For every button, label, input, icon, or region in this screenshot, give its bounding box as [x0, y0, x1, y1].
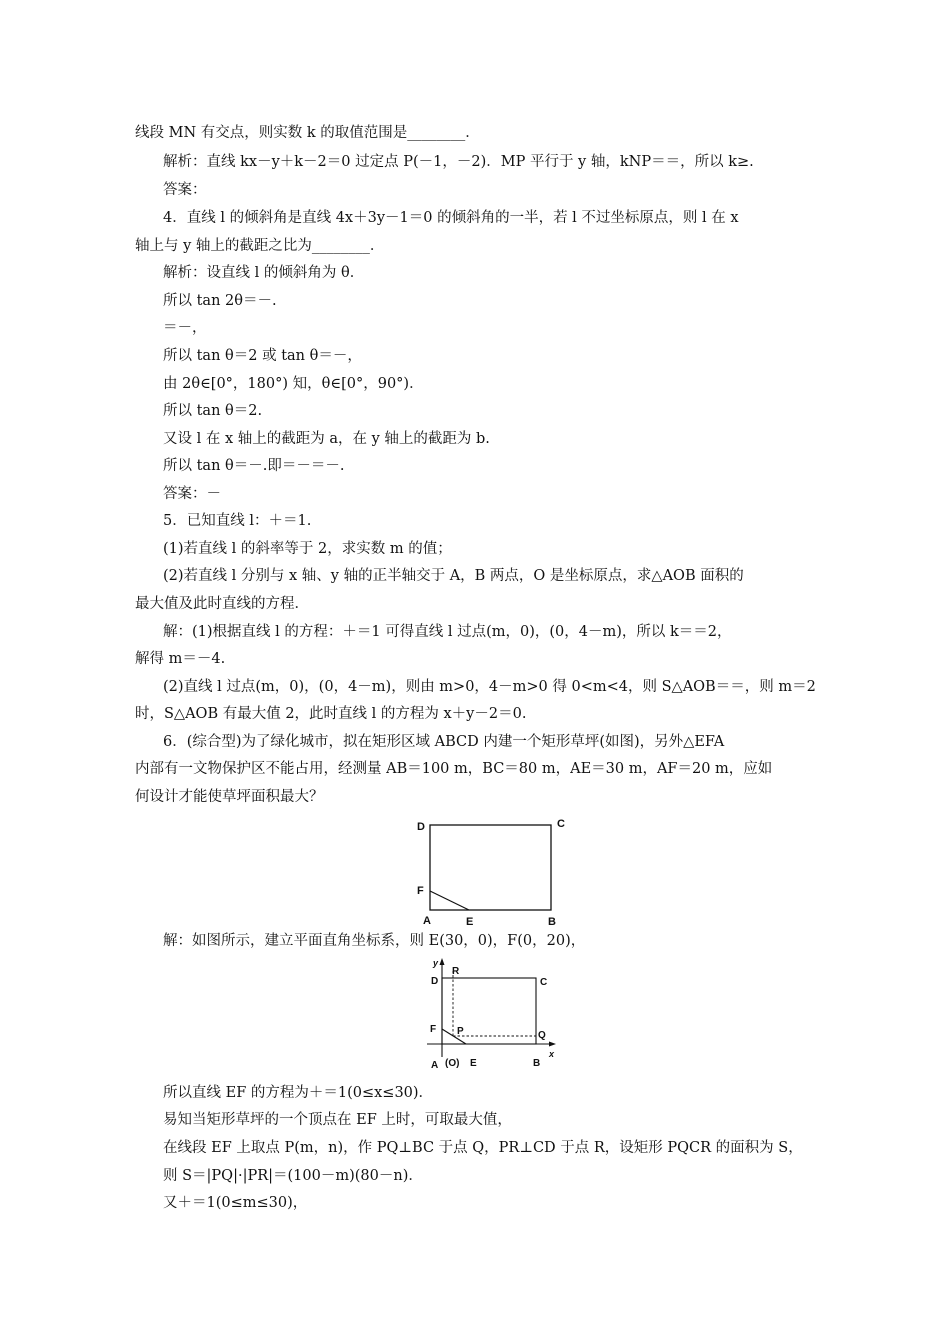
label-a: A — [431, 1060, 439, 1071]
text-line: 4．直线 l 的倾斜角是直线 4x＋3y－1＝0 的倾斜角的一半，若 l 不过坐标原点，则 l 在 x — [163, 210, 739, 226]
text-line: 解得 m＝－4. — [135, 651, 226, 667]
label-r: R — [452, 966, 460, 977]
segment-ef — [430, 891, 469, 910]
label-c: C — [557, 818, 565, 830]
rectangle-abcd — [430, 825, 551, 910]
text-line: 又＋＝1(0≤m≤30)， — [163, 1195, 308, 1211]
label-d: D — [417, 821, 425, 833]
text-line: 6．(综合型)为了绿化城市，拟在矩形区域 ABCD 内建一个矩形草坪(如图)，另外△EFA — [163, 734, 725, 750]
text-line: 由 2θ∈[0°，180°) 知，θ∈[0°，90°)． — [163, 376, 424, 392]
text-line: 所以 tan 2θ＝－. — [163, 293, 277, 309]
label-f: F — [430, 1024, 437, 1035]
text-line: 解：如图所示，建立平面直角坐标系，则 E(30，0)，F(0，20)， — [163, 933, 586, 949]
text-line: 所以 tan θ＝2 或 tan θ＝－， — [163, 348, 362, 364]
text-line: 内部有一文物保护区不能占用，经测量 AB＝100 m，BC＝80 m，AE＝30 m，AF＝20 m，应如 — [135, 761, 773, 777]
text-line: 时，S△AOB 有最大值 2，此时直线 l 的方程为 x＋y－2＝0. — [135, 706, 527, 722]
label-f: F — [417, 885, 424, 897]
text-line: 则 S＝|PQ|·|PR|＝(100－m)(80－n)． — [163, 1168, 423, 1184]
label-d: D — [431, 976, 439, 987]
text-line: 易知当矩形草坪的一个顶点在 EF 上时，可取最大值， — [163, 1112, 512, 1128]
label-e: E — [470, 1058, 477, 1069]
label-a: A — [423, 915, 431, 927]
label-q: Q — [538, 1030, 546, 1041]
text-line: 5．已知直线 l：＋＝1. — [163, 513, 312, 529]
label-c: C — [540, 977, 548, 988]
text-line: 在线段 EF 上取点 P(m，n)，作 PQ⊥BC 于点 Q，PR⊥CD 于点 R，设矩形 PQCR 的面积为 S， — [163, 1140, 803, 1156]
text-line: 所以 tan θ＝－.即＝－＝－. — [163, 458, 345, 474]
label-o: (O) — [445, 1058, 460, 1069]
text-line: 又设 l 在 x 轴上的截距为 a，在 y 轴上的截距为 b. — [163, 431, 490, 447]
text-line: (2)若直线 l 分别与 x 轴、y 轴的正半轴交于 A，B 两点，O 是坐标原点，求△AOB 面积的 — [163, 568, 744, 584]
text-line: 答案： — [163, 182, 207, 198]
text-line: (1)若直线 l 的斜率等于 2，求实数 m 的值； — [163, 541, 452, 557]
label-p: P — [457, 1026, 464, 1037]
text-line: ＝－， — [163, 320, 207, 336]
figure-rectangle-abcd — [405, 812, 575, 930]
label-b: B — [548, 916, 556, 928]
text-line: 何设计才能使草坪面积最大？ — [135, 789, 324, 805]
label-y: y — [433, 958, 439, 968]
x-axis-arrow-icon — [549, 1042, 556, 1047]
text-line: 线段 MN 有交点，则实数 k 的取值范围是________． — [135, 125, 480, 141]
figure-coordinate-system — [415, 954, 565, 1074]
text-line: (2)直线 l 过点(m，0)，(0，4－m)，则由 m>0，4－m>0 得 0<m<4，则 S△AOB＝＝，则 m＝2 — [163, 679, 816, 695]
y-axis-arrow-icon — [440, 958, 445, 965]
label-e: E — [466, 916, 474, 928]
text-line: 解析：设直线 l 的倾斜角为 θ． — [163, 265, 365, 281]
label-x: x — [549, 1049, 555, 1059]
text-line: 解：(1)根据直线 l 的方程：＋＝1 可得直线 l 过点(m，0)，(0，4－m)，所以 k＝＝2， — [163, 624, 732, 640]
text-line: 解析：直线 kx－y＋k－2＝0 过定点 P(－1，－2)．MP 平行于 y 轴，kNP＝＝，所以 k≥. — [163, 154, 754, 170]
text-line: 所以直线 EF 的方程为＋＝1(0≤x≤30)． — [163, 1085, 434, 1101]
text-line: 答案：－ — [163, 486, 221, 502]
text-line: 最大值及此时直线的方程． — [135, 596, 309, 612]
text-line: 轴上与 y 轴上的截距之比为________． — [135, 238, 385, 254]
text-line: 所以 tan θ＝2. — [163, 403, 263, 419]
label-b: B — [533, 1058, 541, 1069]
